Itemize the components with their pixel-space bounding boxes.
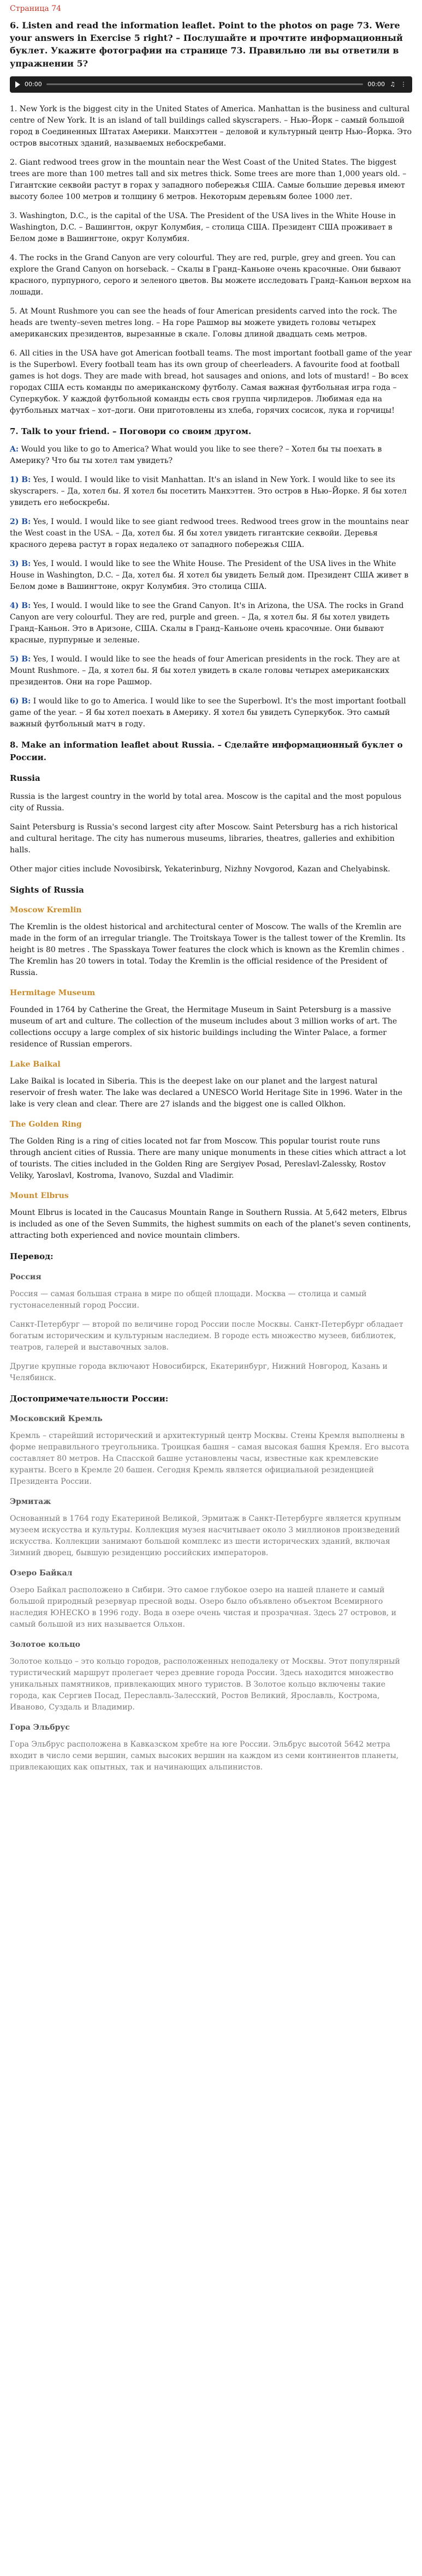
sight-title: Moscow Kremlin <box>10 906 82 915</box>
fact-item: 1. New York is the biggest city in the United States of America. Manhattan is the business and cultural centre of New York. It is an island of tall buildings called skyscrapers. – Нью–Йорк – самый большой город в Соединенных Штатах Америки. Манхэттен – деловой и культурный центр Нью–Йорка. Это остров высотных зданий, называемых небоскребами. <box>10 104 412 148</box>
line-text: Yes, I would. I would like to visit Manhattan. It's an island in New York. I would like to see its skyscrapers. – Да, хотел бы. Я хотел бы посетить Манхэттен. Это остров в Нью–Йорке. Я бы хотел увидеть его небоскребы. <box>10 476 407 508</box>
dialogue-line <box>10 696 412 730</box>
speaker: 2) B: <box>10 517 31 527</box>
task6-title: 6. Listen and read the information leaflet. Point to the photos on page 73. Were your answers in Exercise 5 right? – Послушайте и прочтите информационный буклет. Укажите фотографии на странице 73. Правильно ли вы ответили в упражнении 5? <box>10 20 403 69</box>
ru-sight-text: Озеро Байкал расположено в Сибири. Это самое глубокое озеро на нашей планете и самый большой природный резервуар пресной воды. Озеро было объявлено объектом Всемирного наследия ЮНЕСКО в 1996 году. Вода в озере очень чистая и прозрачная. Здесь 27 островов, и самый большой из них называется Ольхон. <box>10 1586 396 1629</box>
dialogue-line <box>10 444 412 467</box>
progress-bar[interactable] <box>46 83 364 85</box>
fact-item: 3. Washington, D.C., is the capital of the USA. The President of the USA lives in the White House in Washington, D.C. – Вашингтон, округ Колумбия, – столица США. Президент США проживает в Белом доме в Вашингтоне, округ Колумбия. <box>10 211 396 243</box>
task8-title: 8. Make an information leaflet about Russia. – Сделайте информационный буклет о России. <box>10 740 403 762</box>
translation-heading: Перевод: <box>10 1251 54 1262</box>
line-text: Yes, I would. I would like to see the White House. The President of the USA lives in the White House in Washington, D.C. – Да, хотел бы. Я хотел бы увидеть Белый дом. Президент США живет в Белом доме в Вашингтоне, округ Колумбия. Это столица США. <box>10 559 409 592</box>
fact-item: 2. Giant redwood trees grow in the mountain near the West Coast of the United States. The biggest trees are more than 100 metres tall and six metres thick. Some trees are more than 1,000 years old. – Гигантские секвойи растут в горах у западного побережья США. Самые большие деревья имеют высоту более 100 метров и толщину 6 метров. Некоторым деревьям более 1000 лет. <box>10 158 407 201</box>
dialogue-line <box>10 516 412 551</box>
ru-para: Россия — самая большая страна в мире по общей площади. Москва — столица и самый густонаселенный город России. <box>10 1289 367 1310</box>
line-text: Yes, I would. I would like to see the Grand Canyon. It's in Arizona, the USA. The rocks in Grand Canyon are very colourful. They are red, purple and green. – Да, я хотел бы. Я бы хотел увидеть Гранд–Каньон. Это в Аризоне, США. Скалы в Гранд–Каньоне очень красочные. Они бывают красные, пурпурные и зеленые. <box>10 601 404 645</box>
ru-sight-text: Кремль – старейший исторический и архитектурный центр Москвы. Стены Кремля выполнены в форме неправильного треугольника. Троицкая башня – самая высокая башня Кремля. Его высота составляет 80 метров. На Спасской башне установлены часы, известные как кремлевские куранты. Всего в Кремле 20 башен. Сегодня Кремль является официальной резиденцией Президента России. <box>10 1431 409 1486</box>
volume-icon[interactable]: ♫ <box>390 80 395 88</box>
dialogue <box>10 444 412 730</box>
dialogue-line <box>10 558 412 593</box>
ru-sight-title: Озеро Байкал <box>10 1569 73 1578</box>
ru-sight-title: Эрмитаж <box>10 1497 51 1507</box>
ru-sight-title: Золотое кольцо <box>10 1640 80 1650</box>
ru-sight-title: Гора Эльбрус <box>10 1723 70 1732</box>
line-text: Would you like to go to America? What would you like to see there? – Хотел бы ты поехать в Америку? Что бы ты хотел там увидеть? <box>10 445 382 466</box>
fact-item: 5. At Mount Rushmore you can see the heads of four American presidents carved into the rock. The heads are twenty–seven metres long. – На горе Рашмор вы можете увидеть головы четырех американских президентов, вырезанные в скале. Головы длиной двадцать семь метров. <box>10 306 397 339</box>
sight-title: Lake Baikal <box>10 1060 61 1069</box>
fact-item: 4. The rocks in the Grand Canyon are very colourful. They are red, purple, grey and green. You can explore the Grand Canyon on horseback. – Скалы в Гранд–Каньоне очень красочные. Они бывают красного, пурпурного, серого и зеленого цветов. Вы можете исследовать Гранд–Каньон верхом на лошади. <box>10 253 411 297</box>
task7-title: 7. Talk to your friend. – Поговори со своим другом. <box>10 426 252 436</box>
more-options-icon[interactable]: ⋮ <box>400 80 407 88</box>
ru-sight-title: Московский Кремль <box>10 1415 103 1424</box>
duration: 00:00 <box>367 80 385 88</box>
sight-title: Mount Elbrus <box>10 1191 69 1201</box>
breadcrumb[interactable]: Страница 74 <box>10 4 62 13</box>
ru-heading: Россия <box>10 1272 41 1281</box>
sight-text: Founded in 1764 by Catherine the Great, the Hermitage Museum in Saint Petersburg is a massive museum of art and culture. The collection of the museum includes about 3 million works of art. The collections occupy a large complex of six historic buildings including the Winter Palace, a former residence of Russian emperors. <box>10 1006 397 1049</box>
sight-title: Hermitage Museum <box>10 989 96 998</box>
current-time: 00:00 <box>25 80 42 88</box>
speaker: 6) B: <box>10 697 31 706</box>
audio-player[interactable] <box>10 76 412 93</box>
sight-text: Lake Baikal is located in Siberia. This is the deepest lake on our planet and the largest natural reservoir of fresh water. The lake was declared a UNESCO World Heritage Site in 1996. Water in the lake is very clean and clear. There are 27 islands and the biggest one is called Olkhon. <box>10 1077 403 1109</box>
speaker: 1) B: <box>10 476 31 485</box>
speaker: A: <box>10 445 19 454</box>
ru-para: Санкт-Петербург — второй по величине город России после Москвы. Санкт-Петербург обладает богатым историческим и культурным наследием. В городе есть множество музеев, библиотек, театров, галерей и выставочных залов. <box>10 1320 403 1352</box>
russia-para: Russia is the largest country in the world by total area. Moscow is the capital and the most populous city of Russia. <box>10 792 402 812</box>
speaker: 4) B: <box>10 601 31 611</box>
ru-sight-text: Основанный в 1764 году Екатериной Великой, Эрмитаж в Санкт-Петербурге является крупным музеем искусства и культуры. Коллекция музея насчитывает около 3 миллионов произведений искусства. Коллекции занимают большой комплекс из шести исторических зданий, включая Зимний дворец, бывшую резиденцию российских императоров. <box>10 1514 401 1558</box>
line-text: Yes, I would. I would like to see giant redwood trees. Redwood trees grow in the mountains near the West coast in the USA. – Да, хотел бы. Я бы хотел увидеть гигантские секвойи. Деревья красного дерева растут в горах недалеко от западного побережья США. <box>10 517 409 550</box>
line-text: I would like to go to America. I would like to see the Superbowl. It's the most important football game of the year. – Я бы хотел поехать в Америку. Я хотел бы увидеть Суперкубок. Это самый важный футбольный матч в году. <box>10 697 406 729</box>
play-icon[interactable] <box>15 81 20 88</box>
speaker: 5) B: <box>10 655 31 664</box>
fact-item: 6. All cities in the USA have got American football teams. The most important football game of the year is the Superbowl. Every football team has its own group of cheerleaders. A favourite food at football games is hot dogs. They are made with bread, hot sausages and onions, and lots of mustard! – Во всех городах США есть команды по американскому футболу. Самая важная футбольная игра года – Суперкубок. У каждой футбольной команды есть своя группа чирлидеров. Любимая еда на футбольных матчах – хот–доги. Они приготовлены из хлеба, горячих сосисок, лука и горчицы! <box>10 348 412 415</box>
russia-para: Saint Petersburg is Russia's second largest city after Moscow. Saint Petersburg has a rich historical and cultural heritage. The city has numerous museums, libraries, theatres, galleries and exhibition halls. <box>10 822 398 854</box>
sight-text: The Golden Ring is a ring of cities located not far from Moscow. This popular tourist route runs through ancient cities of Russia. There are many unique monuments in these cities which attract a lot of tourists. The cities included in the Golden Ring are Sergiyev Posad, Pereslavl-Zalessky, Rostov Veliky, Yaroslavl, Kostroma, Ivanovo, Suzdal and Vladimir. <box>10 1137 406 1181</box>
dialogue-line <box>10 600 412 646</box>
russia-para: Other major cities include Novosibirsk, Yekaterinburg, Nizhny Novgorod, Kazan and Chelyabinsk. <box>10 864 390 874</box>
ru-para: Другие крупные города включают Новосибирск, Екатеринбург, Нижний Новгород, Казань и Челябинск. <box>10 1362 388 1382</box>
speaker: 3) B: <box>10 559 31 569</box>
facts-list <box>10 104 412 417</box>
ru-sights-heading: Достопримечательности России: <box>10 1393 169 1404</box>
ru-sight-text: Золотое кольцо – это кольцо городов, расположенных неподалеку от Москвы. Этот популярный туристический маршрут пролегает через древние города России. Здесь находится множество уникальных памятников, привлекающих много туристов. В Золотое кольцо включены такие города, как Сергиев Посад, Переславль-Залесский, Ростов Великий, Ярославль, Кострома, Иваново, Суздаль и Владимир. <box>10 1657 400 1712</box>
sights-heading: Sights of Russia <box>10 884 84 895</box>
line-text: Yes, I would. I would like to see the heads of four American presidents in the rock. They are at Mount Rushmore. – Да, я хотел бы. Я бы хотел увидеть в скале головы четырех американских президентов. Они на горе Рашмор. <box>10 655 400 687</box>
dialogue-line <box>10 474 412 509</box>
sight-text: The Kremlin is the oldest historical and architectural center of Moscow. The walls of the Kremlin are made in the form of an irregular triangle. The Troitskaya Tower is the tallest tower of the Kremlin. Its height is 80 metres . The Spasskaya Tower features the clock which is known as the Kremlin chimes . The Kremlin has 20 towers in total. Today the Kremlin is the official residence of the President of Russia. <box>10 923 406 978</box>
dialogue-line <box>10 654 412 688</box>
sight-title: The Golden Ring <box>10 1120 82 1129</box>
russia-heading: Russia <box>10 773 40 784</box>
ru-sight-text: Гора Эльбрус расположена в Кавказском хребте на юге России. Эльбрус высотой 5642 метра входит в число семи вершин, самых высоких вершин на каждом из семи континентов планеты, привлекающих как опытных, так и начинающих альпинистов. <box>10 1740 399 1772</box>
sight-text: Mount Elbrus is located in the Caucasus Mountain Range in Southern Russia. At 5,642 meters, Elbrus is included as one of the Seven Summits, the highest summits on each of the planet's seven continents, attracting both experienced and novice mountain climbers. <box>10 1208 411 1241</box>
